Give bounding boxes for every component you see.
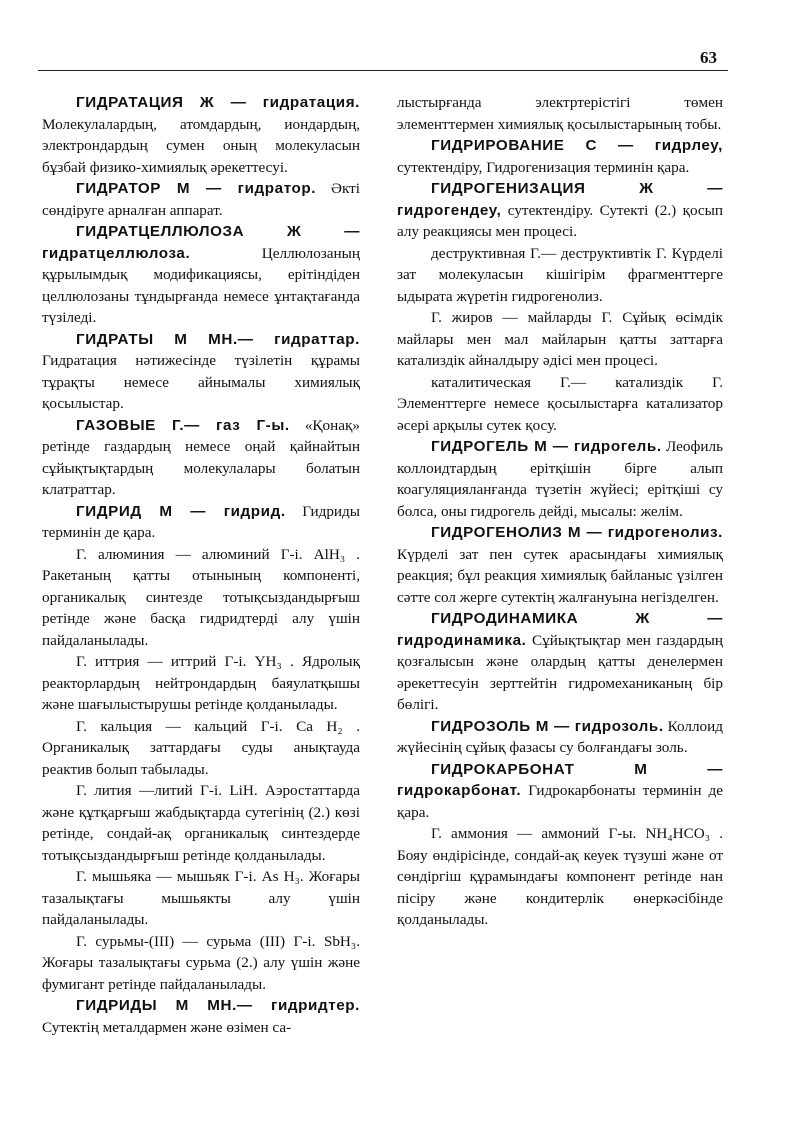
dictionary-entry	[397, 135, 723, 178]
entry-headword: ГИДРАТЦЕЛЛЮЛОЗА Ж — гидратцеллюлоза.	[42, 223, 360, 262]
entry-definition: Г. лития —литий Г-і. LiH. Аэростаттарда және құтқарғыш жабдықтарда сутегінің (2.) көзі ретінде, сондай-ақ органикалық синтездерде тотықсыздандырғыш ретінде қолданылады.	[42, 782, 360, 864]
left-column	[42, 92, 360, 1038]
entry-definition: Коллоид жүйесінің сұйық фазасы су болғандағы золь.	[397, 717, 723, 756]
entry-definition: Молекулалардың, атомдардың, иондардың, электрондардың сумен оның молекуласын бұзбай физико-химиялық әрекеттесуі.	[42, 115, 360, 176]
sub-entry	[42, 780, 360, 866]
dictionary-entry	[42, 221, 360, 329]
sub-entry	[42, 544, 360, 652]
dictionary-entry	[42, 415, 360, 501]
entry-definition: Г. аммония — аммоний Г-ы. NH₄HCO₃ . Бояу өндірісінде, сондай-ақ кеуек түзуші және от сөндіргіш құрамындағы компонент ретінде нан пісіру және кондитерлік өнеркәсібінде қолданылады.	[397, 825, 723, 928]
entry-headword: ГИДРОЗОЛЬ М — гидрозоль.	[431, 717, 664, 735]
dictionary-entry	[42, 995, 360, 1038]
entry-definition: Г. жиров — майларды Г. Сұйық өсімдік майлары мен мал майларын қатты заттарға катализдік айналдыру әдісі мен процесі.	[397, 309, 723, 369]
sub-entry	[42, 651, 360, 716]
dictionary-entry	[397, 716, 723, 759]
entry-definition: Гидрокарбонаты терминін де қара.	[397, 782, 724, 821]
entry-definition: Гидратация нәтижесінде түзілетін құрамы тұрақты немесе айнымалы химиялық қосылыстар.	[42, 352, 360, 412]
entry-headword: ГИДРОКАРБОНАТ М — гидрокарбонат.	[397, 760, 723, 799]
entry-definition: Г. кальция — кальций Г-і. Ca H₂ . Органикалық заттардағы суды анықтауда реактив болып табылады.	[42, 717, 360, 778]
entry-definition: Леофиль коллоидтардың ерітқішін бірге алып коагуляцияланғанда түзетін жүйесі; ерітқіші су болса, оны гидрогель дейді, мысалы: желім.	[397, 438, 723, 520]
right-column	[397, 92, 723, 931]
sub-entry	[42, 866, 360, 931]
entry-headword: ГИДРАТОР М — гидратор.	[76, 180, 317, 197]
entry-definition: Г. сурьмы-(III) — сурьма (III) Г-і. SbH₃. Жоғары тазалықтағы сурьма (2.) алу үшін және фумигант ретінде пайдаланылады.	[42, 932, 360, 993]
entry-definition: Сұйықтықтар мен газдардың қозғалысын және олардың қатты денелермен әрекеттесуін зерттейтін гидромеханиканың бір бөлігі.	[397, 631, 723, 713]
entry-definition: сутектендіру. Сутекті (2.) қосып алу реакциясы мен процесі.	[397, 201, 724, 240]
entry-headword: ГИДРОГЕНИЗАЦИЯ Ж — гидрогендеу,	[397, 180, 723, 219]
dictionary-entry	[397, 608, 723, 716]
dictionary-entry	[397, 759, 723, 824]
entry-definition: Г. алюминия — алюминий Г-і. AlH₃ . Ракетаның қатты отынының компоненті, органикалық синтезде тотықсыздандырғыш ретінде және басқа гидридтерді алу үшін пайдаланылады.	[42, 545, 360, 649]
dictionary-entry	[42, 501, 360, 544]
sub-entry	[42, 931, 360, 996]
sub-entry	[397, 92, 723, 135]
entry-definition: каталитическая Г.— катализдік Г. Элементтерге немесе қосылыстарға катализатор әсері арқылы сутек қосу.	[397, 373, 723, 434]
entry-definition: Әкті сөндіруге арналған аппарат.	[42, 180, 360, 219]
entry-headword: ГИДРОГЕЛЬ М — гидрогель.	[431, 438, 662, 455]
sub-entry	[42, 716, 360, 781]
dictionary-entry	[397, 522, 723, 608]
entry-headword: ГИДРОГЕНОЛИЗ М — гидрогенолиз.	[431, 524, 723, 541]
dictionary-entry	[397, 436, 723, 522]
entry-definition: Күрделі зат пен сутек арасындағы химиялық реакция; бұл реакция химиялық байланыс үзілген сәтте сол жерге сутектің жалғануына негізделген.	[397, 545, 723, 606]
entry-headword: ГИДРИРОВАНИЕ С — гидрлеу,	[431, 137, 723, 154]
sub-entry	[397, 307, 723, 372]
entry-definition: Гидриды терминін де қара.	[42, 502, 360, 541]
entry-headword: ГИДРОДИНАМИКА Ж — гидродинамика.	[397, 610, 723, 649]
page-number: 63	[700, 48, 717, 67]
dictionary-entry	[42, 92, 360, 178]
entry-definition: Целлюлозаның құрылымдық модификациясы, ерітіндіден целлюлозаны тұндырғанда немесе ұнтақтағанда түзіледі.	[42, 244, 360, 326]
entry-headword: ГИДРАТЫ М МН.— гидраттар.	[76, 330, 360, 348]
entry-definition: сутектендіру, Гидрогенизация терминін қара.	[397, 158, 690, 176]
entry-definition: «Қонақ» ретінде газдардың немесе оңай қайнайтын сұйықтықтардың молекулалары болатын клатраттар.	[42, 416, 360, 498]
entry-definition: Г. мышьяка — мышьяк Г-і. As H₃. Жоғары тазалықтағы мышьякты алу үшін пайдаланылады.	[42, 868, 360, 928]
entry-headword: ГИДРИДЫ М МН.— гидридтер.	[76, 997, 360, 1014]
entry-definition: лыстырғанда электртерістігі төмен элементтермен химиялық қосылыстарының тобы.	[397, 94, 723, 133]
entry-headword: ГИДРИД М — гидрид.	[76, 502, 286, 520]
dictionary-entry	[42, 178, 360, 221]
entry-definition: Г. иттрия — иттрий Г-і. YH₃ . Ядролық реакторлардың нейтрондардың баяулатқышы және шағылыстырушы ретінде қолданылады.	[42, 653, 360, 713]
entry-headword: ГАЗОВЫЕ Г.— газ Г-ы.	[76, 416, 290, 434]
dictionary-entry	[42, 329, 360, 415]
dictionary-entry	[397, 178, 723, 243]
header-rule	[38, 70, 728, 71]
sub-entry	[397, 823, 723, 931]
entry-headword: ГИДРАТАЦИЯ Ж — гидратация.	[76, 94, 360, 111]
entry-definition: деструктивная Г.— деструктивтік Г. Күрделі зат молекуласын кішігірім фрагменттерге ыдырата жүретін гидрогенолиз.	[397, 244, 723, 305]
sub-entry	[397, 243, 723, 308]
sub-entry	[397, 372, 723, 437]
entry-definition: Сутектің металдармен және өзімен са-	[42, 1018, 292, 1036]
